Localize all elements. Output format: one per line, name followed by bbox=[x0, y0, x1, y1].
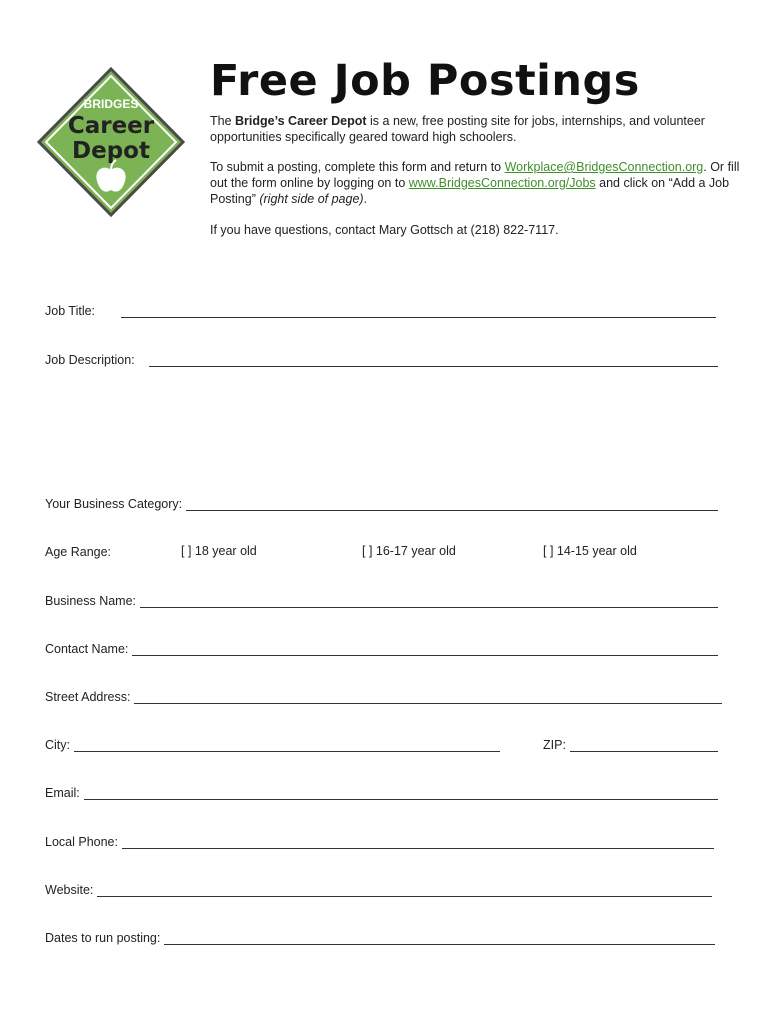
business-category-row bbox=[45, 493, 718, 511]
job-description-field[interactable] bbox=[149, 354, 718, 367]
business-category-label: Your Business Category: bbox=[45, 497, 183, 511]
bridges-career-depot-logo bbox=[36, 66, 186, 218]
job-description-label: Job Description: bbox=[45, 353, 135, 367]
email-row bbox=[45, 782, 718, 800]
business-name-row bbox=[45, 590, 718, 608]
job-title-row bbox=[45, 300, 716, 318]
checkbox-16-17[interactable]: [ ] bbox=[362, 544, 373, 558]
job-description-row bbox=[45, 349, 718, 367]
city-label: City: bbox=[45, 738, 70, 752]
logo-career-text: Career bbox=[67, 113, 155, 139]
website-field[interactable] bbox=[97, 884, 712, 897]
zip-field[interactable] bbox=[570, 739, 718, 752]
contact-name-row bbox=[45, 638, 718, 656]
page-title: Free Job Postings bbox=[210, 56, 640, 106]
website-link[interactable]: www.BridgesConnection.org/Jobs bbox=[408, 176, 596, 190]
job-title-field[interactable] bbox=[121, 305, 716, 318]
contact-name-label: Contact Name: bbox=[45, 642, 129, 656]
submit-paragraph: To submit a posting, complete this form and return to Workplace@BridgesConnection.org. Or fill out the form online by logging on to www.BridgesConnection.org/Jobs and click on “Add a Job Posting” (right side of page). bbox=[210, 160, 740, 206]
age-option-16-17[interactable]: [ ] 16-17 year old bbox=[362, 544, 456, 558]
intro-paragraph: The Bridge’s Career Depot is a new, free posting site for jobs, internships, and volunteer opportunities specifically geared toward high schoolers. bbox=[210, 114, 705, 144]
contact-paragraph: If you have questions, contact Mary Gottsch at (218) 822-7117. bbox=[210, 223, 559, 237]
age-option-18[interactable]: [ ] 18 year old bbox=[181, 544, 257, 558]
street-address-row bbox=[45, 686, 722, 704]
email-field[interactable] bbox=[84, 787, 718, 800]
email-link[interactable]: Workplace@BridgesConnection.org bbox=[504, 160, 704, 174]
business-name-label: Business Name: bbox=[45, 594, 137, 608]
career-depot-name: Bridge’s Career Depot bbox=[235, 114, 367, 128]
local-phone-label: Local Phone: bbox=[45, 835, 118, 849]
zip-label: ZIP: bbox=[543, 738, 566, 752]
business-category-field[interactable] bbox=[186, 498, 718, 511]
street-address-label: Street Address: bbox=[45, 690, 131, 704]
contact-name-field[interactable] bbox=[132, 643, 718, 656]
local-phone-field[interactable] bbox=[122, 836, 714, 849]
city-row bbox=[45, 734, 500, 752]
dates-field[interactable] bbox=[164, 932, 715, 945]
email-label: Email: bbox=[45, 786, 80, 800]
checkbox-14-15[interactable]: [ ] bbox=[543, 544, 554, 558]
dates-row bbox=[45, 927, 715, 945]
local-phone-row bbox=[45, 831, 714, 849]
city-field[interactable] bbox=[74, 739, 500, 752]
checkbox-18[interactable]: [ ] bbox=[181, 544, 192, 558]
website-row bbox=[45, 879, 712, 897]
street-address-field[interactable] bbox=[134, 691, 722, 704]
logo-depot-text: Depot bbox=[72, 138, 150, 164]
zip-row bbox=[543, 734, 718, 752]
logo-bridges-text: BRIDGES bbox=[83, 97, 139, 111]
age-option-14-15[interactable]: [ ] 14-15 year old bbox=[543, 544, 637, 558]
dates-label: Dates to run posting: bbox=[45, 931, 161, 945]
job-title-label: Job Title: bbox=[45, 304, 96, 318]
business-name-field[interactable] bbox=[140, 595, 718, 608]
website-label: Website: bbox=[45, 883, 94, 897]
age-range-label: Age Range: bbox=[45, 545, 112, 559]
